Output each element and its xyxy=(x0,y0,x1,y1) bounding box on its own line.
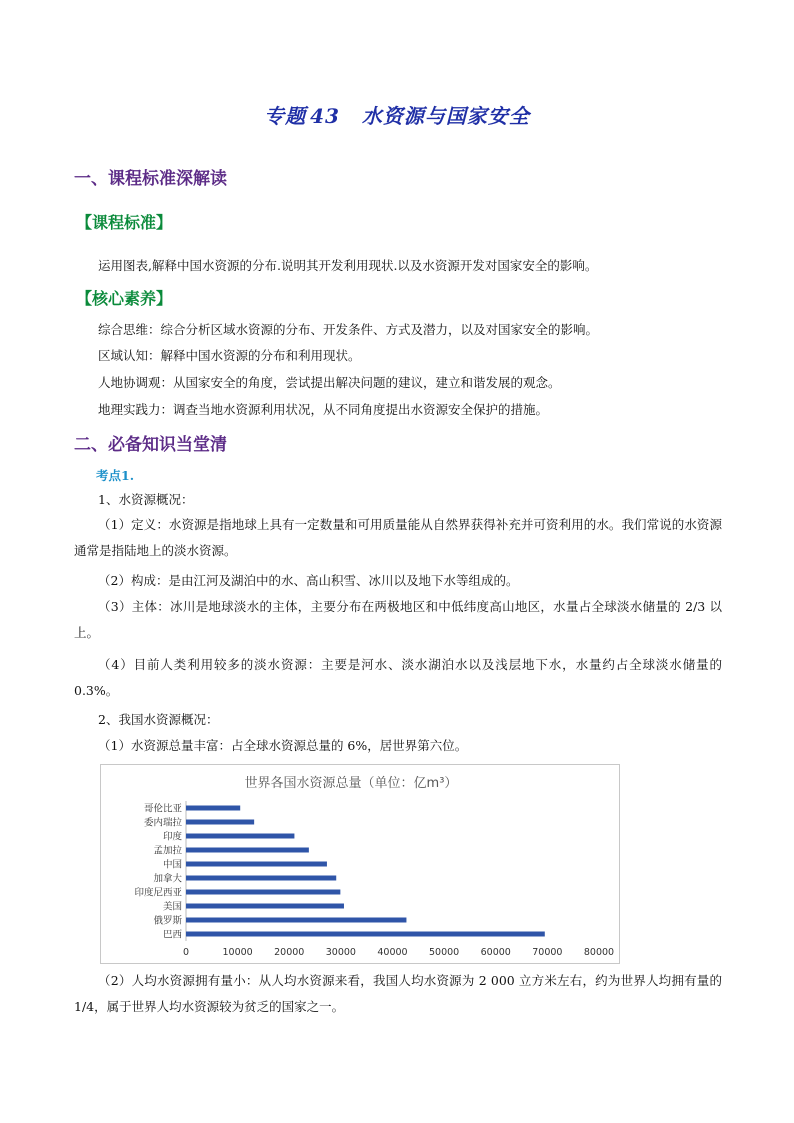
x-tick-label: 80000 xyxy=(583,947,615,958)
bar xyxy=(186,862,327,867)
category-label: 哥伦比亚 xyxy=(143,803,182,815)
core-heading: 【核心素养】 xyxy=(76,289,173,308)
bar xyxy=(186,932,545,937)
page-title xyxy=(0,100,794,129)
bar xyxy=(186,848,309,853)
standard-heading: 【课程标准】 xyxy=(76,213,173,232)
standard-text: 运用图表,解释中国水资源的分布.说明其开发利用现状.以及水资源开发对国家安全的影响。 xyxy=(98,258,598,273)
bar xyxy=(186,834,294,839)
title-main: 专题 xyxy=(264,104,307,128)
kaodian-label: 考点1. xyxy=(96,468,135,483)
category-label: 孟加拉 xyxy=(153,845,182,857)
bar xyxy=(186,890,340,895)
section-heading-1: 一、课程标准深解读 xyxy=(74,169,227,189)
category-label: 俄罗斯 xyxy=(153,915,182,927)
core-item: 区域认知：解释中国水资源的分布和利用现状。 xyxy=(98,348,361,363)
category-label: 印度 xyxy=(162,831,182,843)
x-tick-label: 60000 xyxy=(480,947,511,958)
x-tick-label: 70000 xyxy=(532,947,563,958)
x-tick-label: 30000 xyxy=(325,947,356,958)
section-heading-2: 二、必备知识当堂清 xyxy=(74,435,227,455)
bar xyxy=(186,806,240,811)
category-label: 委内瑞拉 xyxy=(143,817,182,829)
bar xyxy=(186,820,254,825)
bar xyxy=(186,876,336,881)
main-body-paragraph: （3）主体：冰川是地球淡水的主体，主要分布在两极地区和中低纬度高山地区，水量占全球淡水储量的 2/3 以上。 xyxy=(74,599,722,640)
per-capita-paragraph: （2）人均水资源拥有量小：从人均水资源来看，我国人均水资源为 2 000 立方米左右，约为世界人均拥有量的 1/4，属于世界人均水资源较为贫乏的国家之一。 xyxy=(74,973,722,1014)
definition-paragraph: （1）定义：水资源是指地球上具有一定数量和可用质量能从自然界获得补充并可资利用的水。我们常说的水资源通常是指陆地上的淡水资源。 xyxy=(74,517,722,558)
title-number: 43 xyxy=(310,104,340,128)
category-label: 巴西 xyxy=(162,929,182,941)
total-paragraph: （1）水资源总量丰富：占全球水资源总量的 6%，居世界第六位。 xyxy=(98,738,468,753)
x-tick-label: 0 xyxy=(182,947,190,958)
bar xyxy=(186,904,344,909)
category-label: 中国 xyxy=(162,859,182,871)
x-tick-label: 50000 xyxy=(429,947,460,958)
x-tick-label: 20000 xyxy=(274,947,305,958)
bar xyxy=(186,918,406,923)
used-water-paragraph: （4）目前人类利用较多的淡水资源：主要是河水、淡水湖泊水以及浅层地下水，水量约占全球淡水储量的 0.3%。 xyxy=(74,657,722,698)
category-label: 加拿大 xyxy=(153,873,182,885)
category-label: 印度尼西亚 xyxy=(134,887,182,899)
water-resources-chart xyxy=(100,764,620,964)
bar-chart-svg xyxy=(101,765,619,963)
title-sub: 水资源与国家安全 xyxy=(361,104,530,128)
chart-title: 世界各国水资源总量（单位：亿m³） xyxy=(244,776,458,791)
core-item: 地理实践力：调查当地水资源利用状况，从不同角度提出水资源安全保护的措施。 xyxy=(98,402,549,417)
item-1: 1、水资源概况： xyxy=(98,492,194,507)
item-2: 2、我国水资源概况： xyxy=(98,712,219,727)
category-label: 美国 xyxy=(162,901,182,913)
core-item: 综合思维：综合分析区域水资源的分布、开发条件、方式及潜力，以及对国家安全的影响。 xyxy=(98,322,599,337)
core-item: 人地协调观：从国家安全的角度，尝试提出解决问题的建议，建立和谐发展的观念。 xyxy=(98,375,561,390)
x-tick-label: 10000 xyxy=(222,947,253,958)
x-tick-label: 40000 xyxy=(377,947,408,958)
composition-paragraph: （2）构成：是由江河及湖泊中的水、高山积雪、冰川以及地下水等组成的。 xyxy=(98,573,519,588)
